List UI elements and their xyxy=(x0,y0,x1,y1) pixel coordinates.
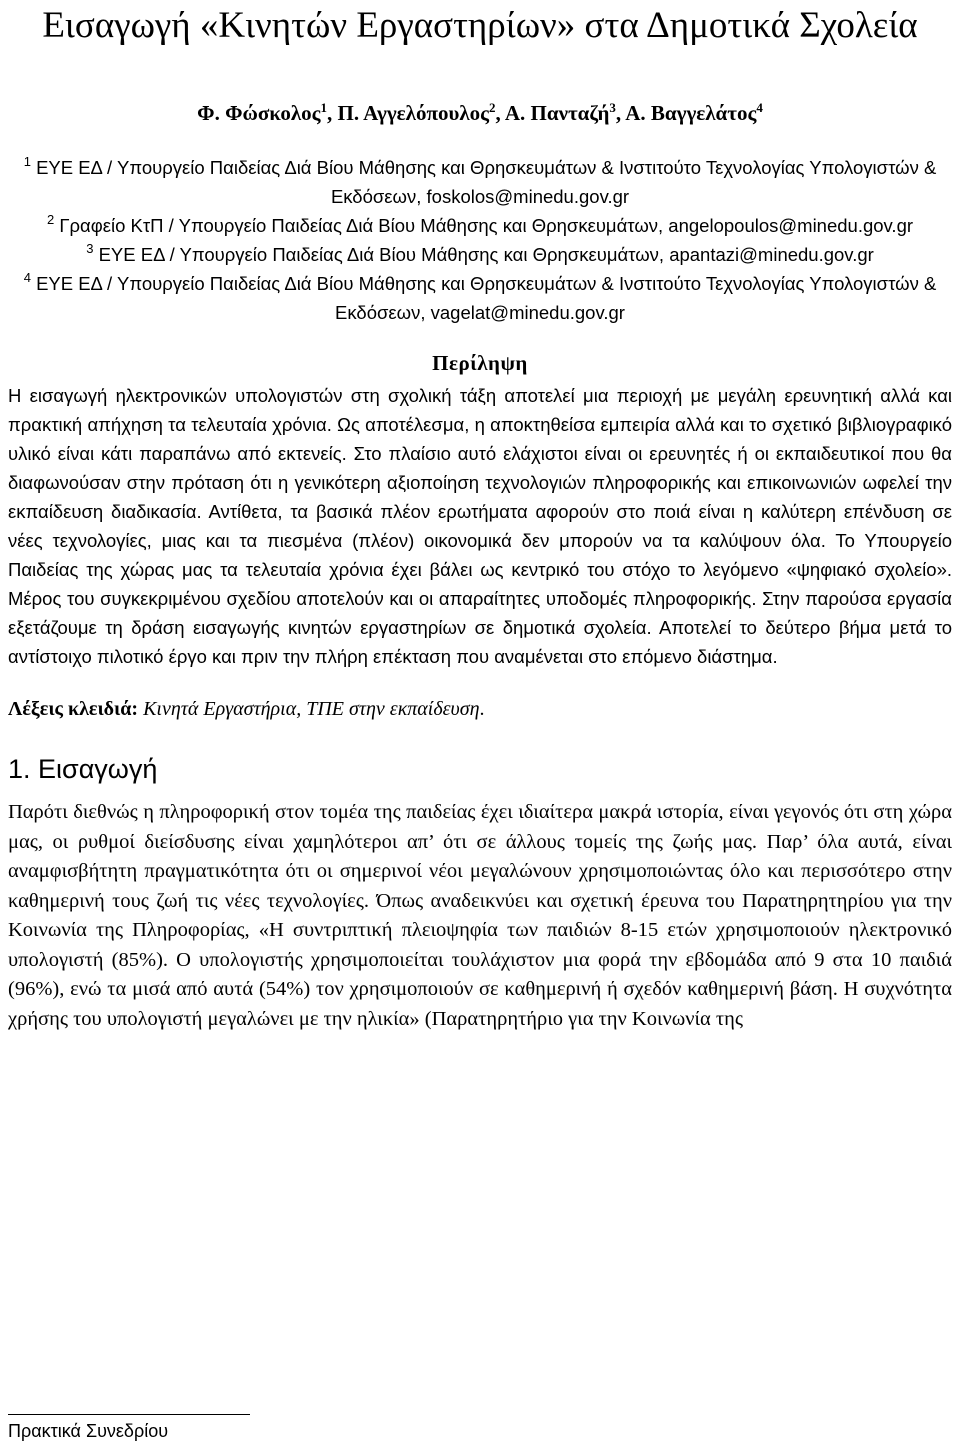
affiliation: $^1$ ΕΥΕ ΕΔ / Υπουργείο Παιδείας Διά Βίου Μάθησης και Θρησκευμάτων & Ινστιτούτο Τεχνολογίας Υπολογιστών & Εκδόσεων, foskolos@minedu.gov.gr xyxy=(23,154,937,207)
keywords: Λέξεις κλειδιά: Κινητά Εργαστήρια, ΤΠΕ στην εκπαίδευση. xyxy=(8,698,485,720)
keywords-label: Λέξεις κλειδιά: xyxy=(8,698,139,720)
author: Α. Βαγγελάτος$^4$ xyxy=(625,100,763,125)
abstract-heading: Περίληψη xyxy=(432,351,528,375)
affiliation: $^3$ ΕΥΕ ΕΔ / Υπουργείο Παιδείας Διά Βίου Μάθησης και Θρησκευμάτων, apantazi@minedu.gov.gr xyxy=(86,241,874,265)
affiliation-list xyxy=(8,153,952,327)
keywords-values: Κινητά Εργαστήρια, ΤΠΕ στην εκπαίδευση xyxy=(143,698,480,720)
abstract-text: Η εισαγωγή ηλεκτρονικών υπολογιστών στη σχολική τάξη αποτελεί μια περιοχή με μεγάλη ερευνητική αλλά και πρακτική απήχηση τα τελευταία χρόνια. Ως αποτέλεσμα, η αποκτηθείσα εμπειρία αλλά και το σχετικό βιβλιογραφικό υλικό είναι κάτι παραπάνω από εκτενείς. Στο πλαίσιο αυτό ελάχιστοι είναι οι ερευνητές ή οι εκπαιδευτικοί που θα διαφωνούσαν στην πρόταση ότι η γενικότερη αξιοποίηση τεχνολογιών πληροφορικής και επικοινωνιών ωφελεί την εκπαίδευση διαδικασία. Αντίθετα, τα βασικά πλέον ερωτήματα αφορούν στο ποιά είναι η καλύτερη επένδυση σε νέες τεχνολογίες, μιας και τα πιεσμένα (πλέον) οικονομικά δεν μπορούν να τα καλύψουν όλα. Το Υπουργείο Παιδείας της χώρας μας τα τελευταία χρόνια έχει βάλει ως κεντρικό του στόχο το λεγόμενο «ψηφιακό σχολείο». Μέρος του συγκεκριμένου σχεδίου αποτελούν και οι απαραίτητες υποδομές πληροφορικής. Στην παρούσα εργασία εξετάζουμε τη δράση εισαγωγής κινητών εργαστηρίων σε δημοτικά σχολεία. Αποτελεί το δεύτερο βήμα μετά το αντίστοιχο πιλοτικό έργο και πριν την πλήρη επέκταση που αναμένεται στο επόμενο διάστημα. xyxy=(8,385,952,667)
affiliation: $^4$ ΕΥΕ ΕΔ / Υπουργείο Παιδείας Διά Βίου Μάθησης και Θρησκευμάτων & Ινστιτούτο Τεχνολογίας Υπολογιστών & Εκδόσεων, vagelat@minedu.gov.gr xyxy=(23,270,937,323)
affiliation: $^2$ Γραφείο ΚτΠ / Υπουργείο Παιδείας Διά Βίου Μάθησης και Θρησκευμάτων, angelopoulos@minedu.gov.gr xyxy=(46,212,914,236)
paper-title: Εισαγωγή «Κινητών Εργαστηρίων» στα Δημοτικά Σχολεία xyxy=(42,5,918,46)
section-heading: 1. Εισαγωγή xyxy=(8,754,158,784)
section-body-text: Παρότι διεθνώς η πληροφορική στον τομέα της παιδείας έχει ιδιαίτερα μακρά ιστορία, είναι γεγονός ότι στη χώρα μας, οι ρυθμοί διείσδυσης είναι χαμηλότεροι απ’ ότι σε άλλους τομείς της ζωής μας. Παρ’ όλα αυτά, είναι αναμφισβήτητη πραγματικότητα ότι οι σημερινοί νέοι μεγαλώνουν χρησιμοποιώντας όλο και περισσότερο στην καθημερινή τους ζωή τις νέες τεχνολογίες. Όπως αναδεικνύει και σχετική έρευνα του Παρατηρητηρίου για την Κοινωνία της Πληροφορίας, «Η συντριπτική πλειοψηφία των παιδιών 8-15 ετών χρησιμοποιούν ηλεκτρονικό υπολογιστή (85%). Ο υπολογιστής χρησιμοποιείται τουλάχιστον μια φορά την εβδομάδα από 9 στα 10 παιδιά (96%), ενώ τα μισά από αυτά (54%) τον χρησιμοποιούν σε καθημερινή ή σχεδόν καθημερινή βάση. Η συχνότητα χρήσης του υπολογιστή μεγαλώνει με την ηλικία» (Παρατηρητήριο για την Κοινωνία της xyxy=(8,801,952,1030)
author: Α. Πανταζή$^3$ xyxy=(504,100,616,125)
footer-divider xyxy=(8,1414,250,1415)
footer-text: Πρακτικά Συνεδρίου xyxy=(8,1421,169,1441)
author-list: Φ. Φώσκολος$^1$, Π. Αγγελόπουλος$^2$, Α. Πανταζή$^3$, Α. Βαγγελάτος$^4$ xyxy=(197,100,763,125)
paper-page xyxy=(8,0,952,1450)
author: Φ. Φώσκολος$^1$ xyxy=(197,100,327,125)
author: Π. Αγγελόπουλος$^2$ xyxy=(337,100,496,125)
